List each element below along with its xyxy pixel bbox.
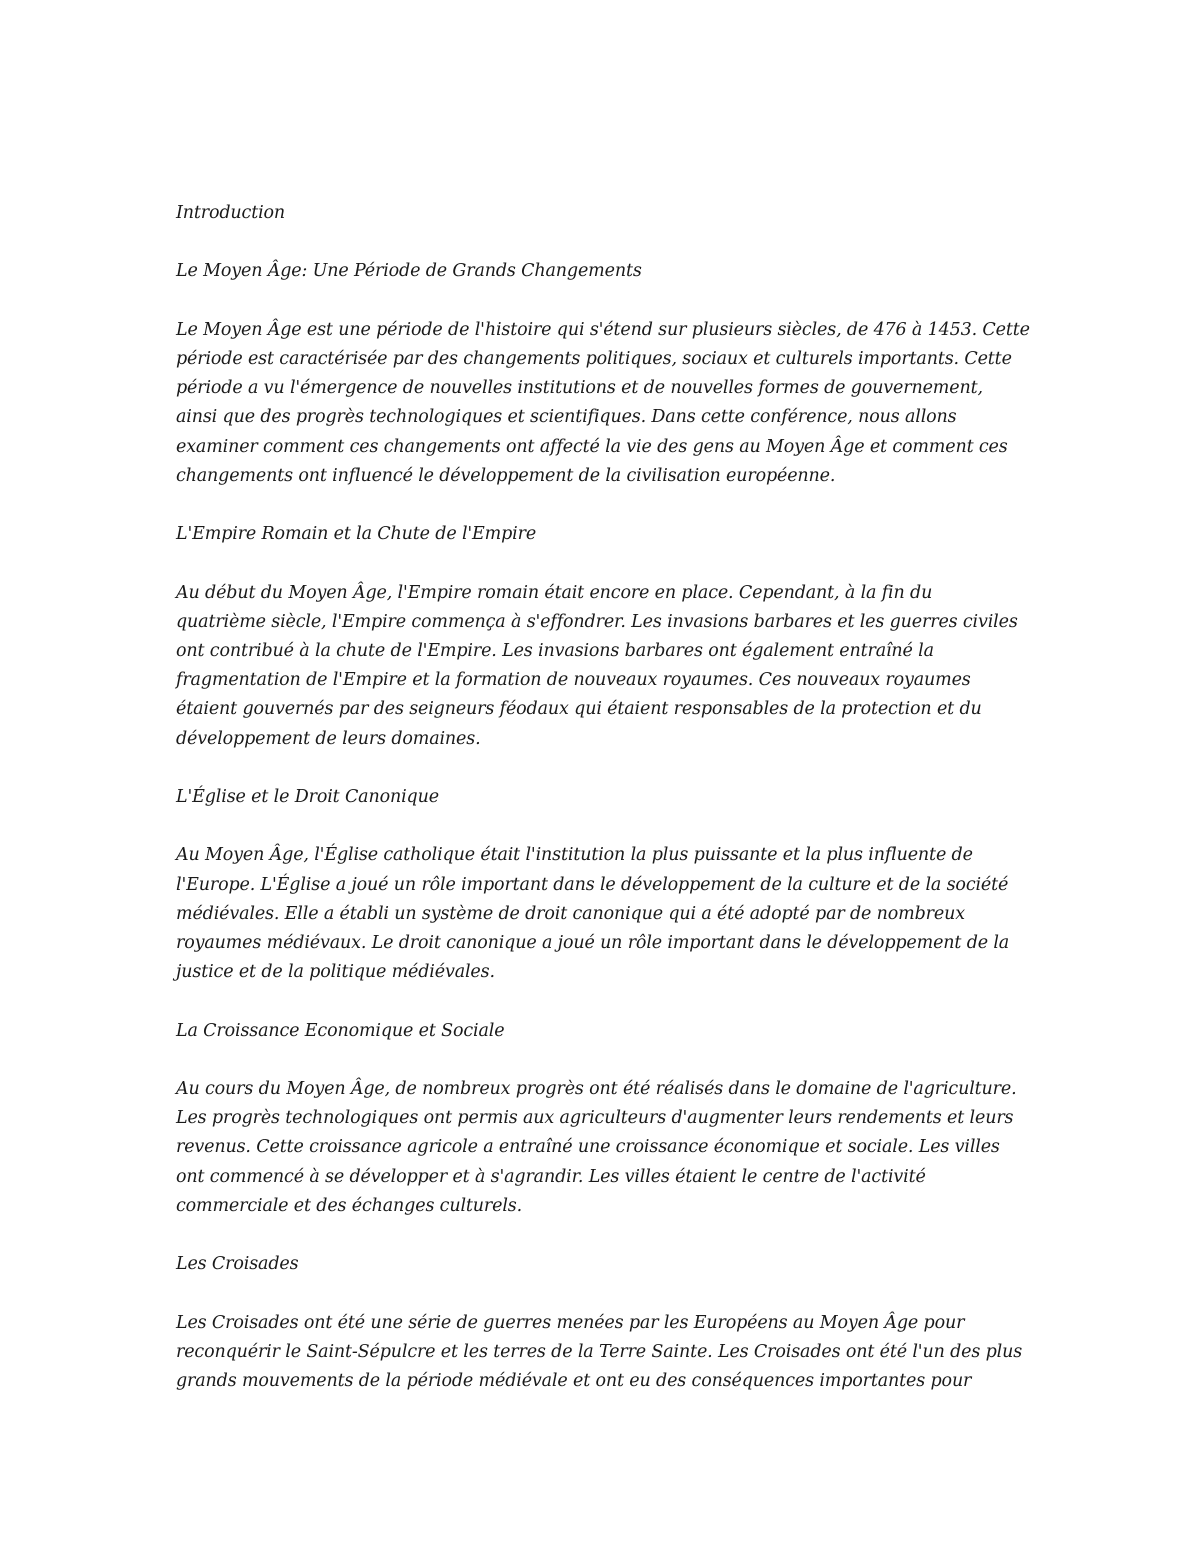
paragraph-line: commerciale et des échanges culturels. xyxy=(176,1195,523,1216)
paragraph-line: développement de leurs domaines. xyxy=(176,728,481,749)
paragraph-line: l'Europe. L'Église a joué un rôle important dans le développement de la culture et de la société xyxy=(176,874,1009,895)
sections-container xyxy=(176,257,1036,1396)
section-heading: Les Croisades xyxy=(176,1254,299,1275)
document-body xyxy=(176,199,1036,1425)
paragraph-line: médiévales. Elle a établi un système de droit canonique qui a été adopté par de nombreux xyxy=(176,903,965,924)
paragraph-line: Le Moyen Âge est une période de l'histoire qui s'étend sur plusieurs siècles, de 476 à 1453. Cette xyxy=(176,319,1030,340)
paragraph-line: étaient gouvernés par des seigneurs féodaux qui étaient responsables de la protection et du xyxy=(176,699,982,720)
paragraph-line: Au début du Moyen Âge, l'Empire romain était encore en place. Cependant, à la fin du xyxy=(176,582,933,603)
section-paragraph xyxy=(176,1309,1036,1397)
section-heading: La Croissance Economique et Sociale xyxy=(176,1020,505,1041)
section-heading: Le Moyen Âge: Une Période de Grands Changements xyxy=(176,261,642,282)
paragraph-line: fragmentation de l'Empire et la formation de nouveaux royaumes. Ces nouveaux royaumes xyxy=(176,670,971,691)
paragraph-line: quatrième siècle, l'Empire commença à s'effondrer. Les invasions barbares et les guerres civiles xyxy=(176,611,1018,632)
section-paragraph xyxy=(176,579,1036,754)
paragraph-line: ont contribué à la chute de l'Empire. Les invasions barbares ont également entraîné la xyxy=(176,640,934,661)
paragraph-line: Les progrès technologiques ont permis aux agriculteurs d'augmenter leurs rendements et leurs xyxy=(176,1108,1014,1129)
paragraph-line: période a vu l'émergence de nouvelles institutions et de nouvelles formes de gouvernement, xyxy=(176,378,983,399)
paragraph-line: reconquérir le Saint-Sépulcre et les terres de la Terre Sainte. Les Croisades ont été l'un des plus xyxy=(176,1341,1023,1362)
paragraph-line: grands mouvements de la période médiévale et ont eu des conséquences importantes pour xyxy=(176,1370,972,1391)
paragraph-line: ont commencé à se développer et à s'agrandir. Les villes étaient le centre de l'activité xyxy=(176,1166,926,1187)
paragraph-line: ainsi que des progrès technologiques et scientifiques. Dans cette conférence, nous allons xyxy=(176,407,957,428)
section-paragraph xyxy=(176,841,1036,987)
paragraph-line: royaumes médiévaux. Le droit canonique a joué un rôle important dans le développement de la xyxy=(176,932,1010,953)
paragraph-line: revenus. Cette croissance agricole a entraîné une croissance économique et sociale. Les villes xyxy=(176,1137,1000,1158)
document-title: Introduction xyxy=(176,203,286,223)
section-paragraph xyxy=(176,1075,1036,1221)
section-heading: L'Église et le Droit Canonique xyxy=(176,786,439,807)
section-paragraph xyxy=(176,316,1036,491)
section-heading: L'Empire Romain et la Chute de l'Empire xyxy=(176,524,537,545)
paragraph-line: examiner comment ces changements ont affecté la vie des gens au Moyen Âge et comment ces xyxy=(176,436,1008,457)
paragraph-line: Au cours du Moyen Âge, de nombreux progrès ont été réalisés dans le domaine de l'agriculture. xyxy=(176,1078,1017,1099)
paragraph-line: période est caractérisée par des changements politiques, sociaux et culturels importants. Cette xyxy=(176,348,1012,369)
paragraph-line: Les Croisades ont été une série de guerres menées par les Européens au Moyen Âge pour xyxy=(176,1312,965,1333)
paragraph-line: justice et de la politique médiévales. xyxy=(176,962,495,983)
paragraph-line: changements ont influencé le développement de la civilisation européenne. xyxy=(176,465,836,486)
paragraph-line: Au Moyen Âge, l'Église catholique était l'institution la plus puissante et la plus influente de xyxy=(176,845,973,866)
